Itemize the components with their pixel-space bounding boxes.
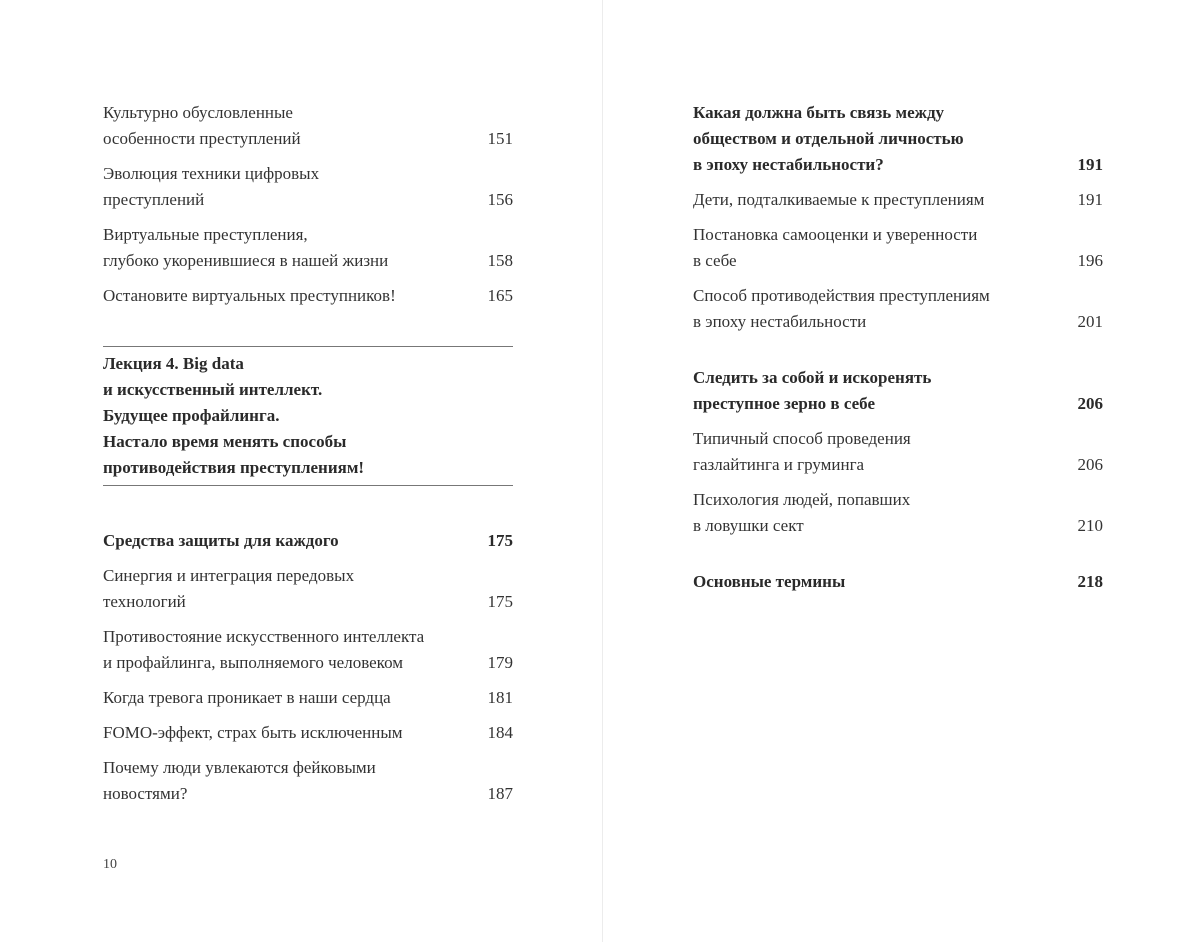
toc-entry-page: 218: [1077, 572, 1103, 591]
toc-entry-page: 181: [487, 688, 513, 707]
toc-entry-title: Средства защиты для каждого: [103, 531, 339, 550]
toc-entry-page: 187: [487, 784, 513, 803]
page-number: 10: [103, 857, 117, 872]
toc-section-title[interactable]: [693, 100, 1103, 178]
toc-entry-title: Виртуальные преступления, глубоко укоренившиеся в нашей жизни: [103, 225, 389, 270]
toc-entry-title: Основные термины: [693, 572, 846, 591]
toc-entry-title: Почему люди увлекаются фейковыми новостями?: [103, 758, 376, 803]
right-page: [603, 0, 1204, 942]
toc-entry-page: 184: [487, 723, 513, 742]
toc-entry[interactable]: [693, 187, 1103, 213]
toc-entry[interactable]: [693, 426, 1103, 478]
toc-entry[interactable]: [103, 685, 513, 711]
toc-entry[interactable]: [103, 222, 513, 274]
toc-entry-page: 201: [1077, 312, 1103, 331]
toc-entry[interactable]: [103, 161, 513, 213]
toc-entry-page: 206: [1077, 455, 1103, 474]
toc-entry[interactable]: [103, 755, 513, 807]
toc-entry-title: Синергия и интеграция передовых технологий: [103, 566, 355, 611]
toc-entry[interactable]: [693, 487, 1103, 539]
toc-entry-page: 156: [487, 190, 513, 209]
toc-entry-title: Какая должна быть связь между обществом и отдельной личностью в эпоху нестабильности?: [693, 103, 964, 174]
toc-entry-page: 175: [487, 531, 513, 550]
toc-entry[interactable]: [103, 100, 513, 152]
toc-section-title[interactable]: [693, 365, 1103, 417]
toc-entry-page: 158: [487, 251, 513, 270]
toc-entry-title: Психология людей, попавших в ловушки сект: [693, 490, 911, 535]
toc-entry-title: Следить за собой и искоренять преступное зерно в себе: [693, 368, 932, 413]
toc-entry-title: Остановите виртуальных преступников!: [103, 286, 396, 305]
toc-section-title[interactable]: [103, 528, 513, 554]
toc-entry-title: Дети, подталкиваемые к преступлениям: [693, 190, 985, 209]
toc-entry[interactable]: [693, 222, 1103, 274]
spacer: [693, 548, 1103, 569]
toc-entry-page: 210: [1077, 516, 1103, 535]
spacer: [103, 318, 513, 346]
toc-entry[interactable]: [103, 720, 513, 746]
toc-entry-page: 175: [487, 592, 513, 611]
toc-entry-page: 165: [487, 286, 513, 305]
spacer: [103, 486, 513, 528]
spacer: [693, 344, 1103, 365]
toc-entry-page: 191: [1077, 155, 1103, 174]
toc-entry-page: 179: [487, 653, 513, 672]
toc-entry-title: Эволюция техники цифровых преступлений: [103, 164, 320, 209]
toc-entry[interactable]: [103, 563, 513, 615]
toc-entry-title: Способ противодействия преступлениям в эпоху нестабильности: [693, 286, 990, 331]
toc-column-left: [103, 100, 513, 816]
toc-entry-title: Когда тревога проникает в наши сердца: [103, 688, 391, 707]
toc-column-right: [693, 100, 1103, 604]
toc-entry-title: FOMO-эффект, страх быть исключенным: [103, 723, 403, 742]
toc-entry-title: Культурно обусловленные особенности преступлений: [103, 103, 301, 148]
toc-entry-title: Типичный способ проведения газлайтинга и груминга: [693, 429, 911, 474]
toc-entry-page: 196: [1077, 251, 1103, 270]
lecture-heading: Лекция 4. Big data и искусственный интеллект. Будущее профайлинга. Настало время менять способы противодействия преступлениям!: [103, 346, 513, 486]
toc-entry-page: 191: [1077, 190, 1103, 209]
toc-entry[interactable]: [103, 283, 513, 309]
toc-section-title[interactable]: [693, 569, 1103, 595]
toc-entry-title: Постановка самооценки и уверенности в себе: [693, 225, 978, 270]
toc-entry[interactable]: [693, 283, 1103, 335]
toc-entry-title: Противостояние искусственного интеллекта и профайлинга, выполняемого человеком: [103, 627, 425, 672]
toc-entry-page: 151: [487, 129, 513, 148]
toc-entry[interactable]: [103, 624, 513, 676]
toc-entry-page: 206: [1077, 394, 1103, 413]
